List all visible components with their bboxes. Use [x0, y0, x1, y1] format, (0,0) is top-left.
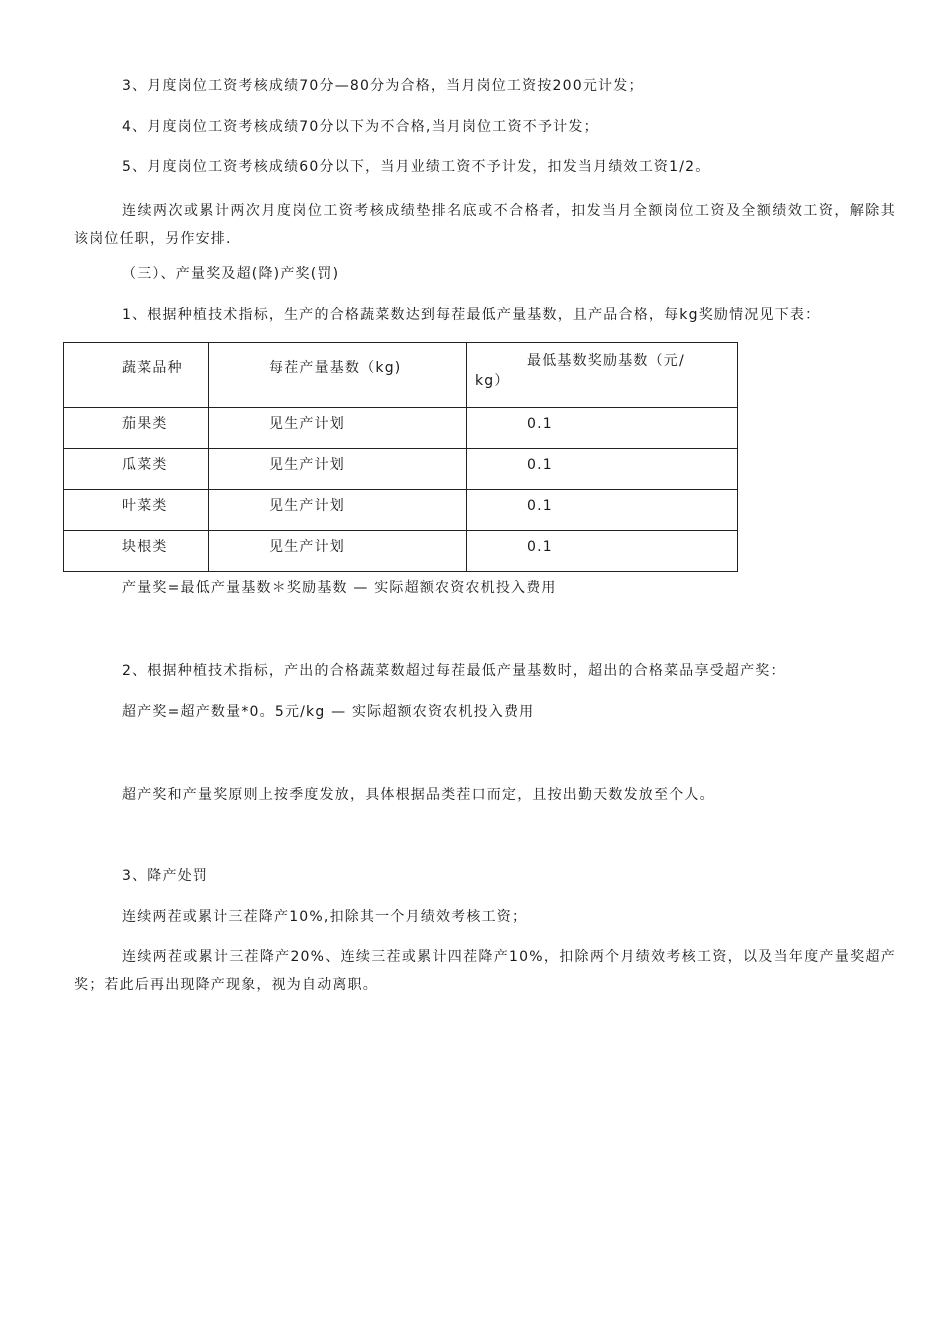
penalty-paragraph: 连续两次或累计两次月度岗位工资考核成绩垫排名底或不合格者，扣发当月全额岗位工资及全额绩效工资，解除其该岗位任职，另作安排.: [74, 203, 896, 247]
rule-production-2: 2、根据种植技术指标，产出的合格蔬菜数超过每茬最低产量基数时，超出的合格菜品享受超产奖：: [122, 663, 786, 679]
header-cell-base: 每茬产量基数（kg): [209, 343, 467, 408]
table-row: [64, 408, 738, 449]
excess-award-formula: 超产奖=超产数量*0。5元/kg — 实际超额农资农机投入费用: [122, 704, 535, 720]
table-row: [64, 449, 738, 490]
reward-cell: 0.1: [527, 457, 553, 473]
header-cell-variety: 蔬菜品种: [64, 343, 209, 408]
reward-cell: 0.1: [527, 498, 553, 514]
rule-4-text: 4、月度岗位工资考核成绩70分以下为不合格,当月岗位工资不予计发；: [122, 119, 599, 135]
reduction-rule-2: 连续两茬或累计三茬降产20%、连续三茬或累计四茬降产10%，扣除两个月绩效考核工资，以及当年度产量奖超产奖；若此后再出现降产现象，视为自动离职。: [74, 949, 896, 993]
reduction-rule-1: 连续两茬或累计三茬降产10%,扣除其一个月绩效考核工资；: [122, 909, 528, 925]
variety-cell: 瓜菜类: [122, 457, 168, 473]
variety-cell: 块根类: [122, 539, 168, 555]
table-header-row: [64, 343, 738, 408]
table-row: [64, 490, 738, 531]
section-heading: （三）、产量奖及超(降)产奖(罚): [122, 266, 340, 282]
rule-5-text: 5、月度岗位工资考核成绩60分以下，当月业绩工资不予计发，扣发当月绩效工资1/2。: [122, 159, 711, 175]
variety-cell: 茄果类: [122, 416, 168, 432]
rule-3-text: 3、月度岗位工资考核成绩70分—80分为合格，当月岗位工资按200元计发；: [122, 78, 644, 94]
reward-cell: 0.1: [527, 539, 553, 555]
reward-table: [63, 342, 738, 572]
table-row: [64, 531, 738, 572]
reduction-penalty-heading: 3、降产处罚: [122, 868, 209, 884]
base-cell: 见生产计划: [269, 498, 345, 514]
base-cell: 见生产计划: [269, 539, 345, 555]
header-cell-reward: 最低基数奖励基数（元/ kg）: [467, 343, 738, 408]
rule-production-1: 1、根据种植技术指标，生产的合格蔬菜数达到每茬最低产量基数，且产品合格，每kg奖励情况见下表：: [122, 307, 821, 323]
base-cell: 见生产计划: [269, 416, 345, 432]
base-cell: 见生产计划: [269, 457, 345, 473]
reward-cell: 0.1: [527, 416, 553, 432]
award-distribution-text: 超产奖和产量奖原则上按季度发放，具体根据品类茬口而定，且按出勤天数发放至个人。: [122, 787, 715, 803]
variety-cell: 叶菜类: [122, 498, 168, 514]
production-award-formula: 产量奖=最低产量基数＊奖励基数 — 实际超额农资农机投入费用: [122, 580, 557, 596]
